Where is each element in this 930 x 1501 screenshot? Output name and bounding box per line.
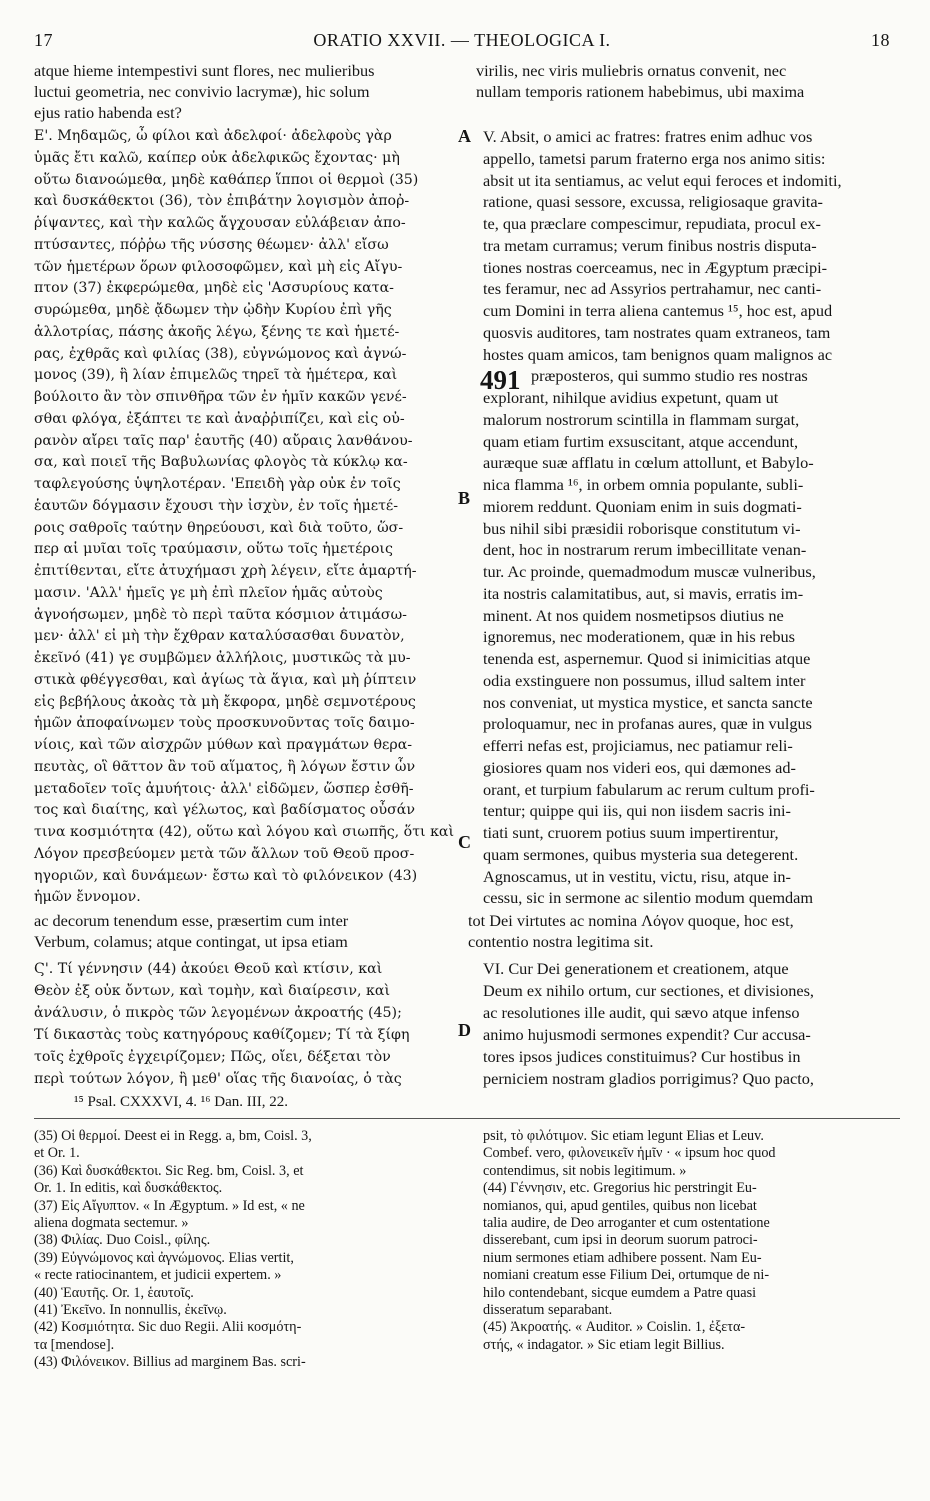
latin-line: proloquamur, nec in profanas aures, quæ in vulgus <box>483 714 812 734</box>
footnote-line: (40) Ἑαυτῆς. Or. 1, ἑαυτοῖς. <box>34 1284 194 1301</box>
text-line: contentio nostra legitima sit. <box>468 932 654 952</box>
greek-line: ἑαυτῶν δόγμασιν ἔχουσι τὴν ἰσχὺν, ἐν τοῖς ἡμετέ- <box>34 497 399 514</box>
footnote-line: nium sermones etiam adhibere possent. Nam Eu- <box>483 1249 762 1266</box>
latin-line: malorum nostrorum scintilla in flammam surgat, <box>483 409 800 429</box>
latin-line: tes feramur, nec ad Assyrios pertrahamur, nec canti- <box>483 279 822 299</box>
greek-line: περ αἱ μυῖαι τοῖς τραύμασιν, οὕτω τοῖς ἡμετέροις <box>34 541 393 558</box>
greek-line: ἐπιτίθενται, εἴτε ἀτυχήμασι χρὴ λέγειν, εἴτε ἁμαρτή- <box>34 563 417 579</box>
latin-line: quam sermones, quibus mysteria sua detegerent. <box>483 844 799 864</box>
latin-line: absit ut ita sentiamus, ac velut equi feroces et indomiti, <box>483 170 842 190</box>
margin-letter-c: C <box>458 832 471 852</box>
latin-line: tiones nostras coerceamus, nec in Ægyptum præcipi- <box>483 257 828 277</box>
latin-line: tores ipsos judices constituimus? Cur hostibus in <box>483 1047 801 1066</box>
latin-column-2 <box>483 958 903 1090</box>
footnote-line: hilo contendebant, sicque eumdem a Patre quasi <box>483 1284 757 1301</box>
greek-line: σθαι φλόγα, ἐξάπτει τε καὶ ἀναῤῥιπίζει, καὶ εἰς οὐ- <box>34 410 405 427</box>
footnote-line: (44) Γέννησιν, etc. Gregorius hic perstringit Eu- <box>483 1180 757 1197</box>
text-line: nullam temporis rationem habebimus, ubi maxima <box>476 82 805 102</box>
footnote-line: (38) Φιλίας. Duo Coisl., φίλης. <box>34 1232 211 1249</box>
footnote-line: (35) Οἱ θερμοί. Deest ei in Regg. a, bm, Coisl. 3, <box>34 1128 312 1144</box>
footnote-line: (43) Φιλόνεικον. Billius ad marginem Bas. scri- <box>34 1354 306 1371</box>
footnote-line: (39) Εὐγνώμονος καὶ ἀγνώμονος. Elias vertit, <box>34 1249 294 1266</box>
footnote-line: (42) Κοσμιότητα. Sic duo Regii. Alii κοσμότη- <box>34 1319 302 1336</box>
greek-line: ἀγνοήσωμεν, μηδὲ τὸ περὶ ταῦτα κόσμιον ἀτιμάσω- <box>34 606 407 623</box>
latin-line: VI. Cur Dei generationem et creationem, atque <box>483 959 789 978</box>
latin-line: cum Domini in terra aliena cantemus ¹⁵, hoc est, apud <box>483 301 833 320</box>
text-line: atque hieme intempestivi sunt flores, nec mulieribus <box>34 61 375 80</box>
greek-line: πτον (37) ἐκφερώμεθα, μηδὲ εἰς 'Ασσυρίους κατα- <box>34 280 394 297</box>
latin-line: Deum ex nihilo ortum, cur sectiones, et divisiones, <box>483 981 814 1000</box>
latin-line: minent. At nos quidem nosmetipsos diutius ne <box>483 605 784 625</box>
latin-line: Agnoscamus, ut in vestitu, victu, risu, atque in- <box>483 866 791 886</box>
greek-line: μεταδοῖεν τοῖς ἀμυήτοις· ἀλλ' εἰδῶμεν, ὥσπερ ἐσθῆ- <box>34 780 414 797</box>
footnote-line: nomiani creatum esse Filium Dei, ortumque de ni- <box>483 1267 770 1284</box>
scripture-references <box>74 1092 288 1113</box>
footnotes-right <box>483 1128 903 1354</box>
latin-column <box>483 126 903 909</box>
greek-line: ταφλεγούσης ὑψηλοτέραν. 'Επειδὴ γὰρ οὐκ ἐν τοῖς <box>34 476 401 492</box>
greek-column <box>34 126 454 909</box>
greek-line: βούλοιτο ἂν τὸν σπινθῆρα τῶν ἐν ἡμῖν κακῶν γενέ- <box>34 389 407 405</box>
latin-line: perniciem nostram gladios porrigimus? Quo pacto, <box>483 1069 814 1088</box>
greek-line: πευτὰς, οἳ θᾶττον ἂν τοῦ αἵματος, ἢ λόγων ἔστιν ὧν <box>34 758 416 775</box>
notes-divider <box>34 1118 900 1119</box>
greek-line: ῥίψαντες, καὶ τὴν καλῶς ἄγχουσαν εὐλάβειαν ἀπο- <box>34 215 406 231</box>
footnote-line: talia audire, de Deo arroganter et cum ostentatione <box>483 1215 770 1232</box>
greek-line: μασιν. 'Αλλ' ἡμεῖς γε μὴ ἐπὶ πλεῖον ἡμᾶς αὐτοὺς <box>34 584 383 601</box>
text-line: luctui geometria, nec convivio lacrymæ), hic solum <box>34 82 370 102</box>
latin-line: tenenda est, aspernemur. Quod si inimicitias atque <box>483 649 811 668</box>
greek-line: τινα κοσμιότητα (42), οὕτω καὶ λόγου καὶ σιωπῆς, ὅτι καὶ <box>34 824 455 840</box>
latin-line: giosiores quam nos videri eos, qui dæmones ad- <box>483 757 796 777</box>
footnote-line: (37) Εἰς Αἴγυπτον. « In Ægyptum. » Id est, « ne <box>34 1197 305 1214</box>
margin-letter-b: B <box>458 488 471 508</box>
greek-line: καὶ δυσκάθεκτοι (36), τὸν ἐπιβάτην λογισμὸν ἀποῤ- <box>34 193 410 210</box>
latin-line: ita nostris calamitatibus, aut, si mavis, erratis im- <box>483 583 804 603</box>
latin-line: quosvis auditores, tam nostrates quam extraneos, tam <box>483 322 831 342</box>
greek-line: ἡμῶν ἀποφαίνωμεν τοὺς προσκυνοῦντας τοῖς δαιμο- <box>34 715 415 732</box>
top-right-text <box>476 60 896 102</box>
greek-column-2 <box>34 958 454 1090</box>
mid-left-text <box>34 910 470 952</box>
greek-line: Ϛ'. Τί γέννησιν (44) ἀκούει Θεοῦ καὶ κτίσιν, καὶ <box>34 961 383 977</box>
latin-line: nos conveniat, ut mystica mystice, et sancta sancte <box>483 692 813 712</box>
latin-line: tentur; quippe qui iis, qui non iisdem sacris ini- <box>483 801 791 821</box>
footnote-line: contendimus, sit nobis legitimum. » <box>483 1162 687 1179</box>
text-line: ¹⁵ Psal. CXXXVI, 4. ¹⁶ Dan. III, 22. <box>74 1094 289 1110</box>
latin-line: nica flamma ¹⁶, in orbem omnia populante, subli- <box>483 475 804 494</box>
text-line: Verbum, colamus; atque contingat, ut ipsa etiam <box>34 932 348 952</box>
greek-line: ἐκεῖνό (41) γε συμβῶμεν ἀλλήλοις, μυστικῶς τὰ μυ- <box>34 650 411 666</box>
greek-line: ἡμῶν ἔννομον. <box>34 889 141 906</box>
page-header <box>34 30 890 56</box>
greek-line: περὶ τούτων λόγον, ἢ μεθ' οἵας τῆς διανοίας, ὁ τὰς <box>34 1071 402 1087</box>
page-number-left: 17 <box>34 30 53 50</box>
greek-line: συρώμεθα, μηδὲ ᾄδωμεν τὴν ᾠδὴν Κυρίου ἐπὶ γῆς <box>34 302 392 318</box>
latin-line: explorant, nihilque avidius expetunt, quam ut <box>483 388 779 407</box>
running-title: ORATIO XXVII. — THEOLOGICA I. <box>313 30 611 50</box>
greek-line: ροις σαθροῖς ταύτην θηρεύουσι, καὶ διὰ τοῦτο, ὥσ- <box>34 519 404 536</box>
footnotes-left <box>34 1128 454 1372</box>
latin-line: tra metam curramus; verum finibus nostris disputa- <box>483 235 817 255</box>
greek-line: σα, καὶ ποιεῖ τῆς Βαβυλωνίας φλογὸς τὰ κύκλῳ κα- <box>34 454 408 471</box>
page-number-right: 18 <box>871 30 890 50</box>
greek-line: ἀνάλυσιν, ὁ πικρὸς τῶν λεγομένων ἀκροατής (45); <box>34 1005 402 1021</box>
latin-line: ratione, quasi sessore, excussa, religiosaque gravita- <box>483 192 823 212</box>
footnote-line: Combef. vero, φιλονεικεῖν ἡμῖν · « ipsum hoc quod <box>483 1145 776 1162</box>
greek-line: μονος (39), ἣ λίαν ἐπιμελῶς τηρεῖ τὰ ἡμέτερα, καὶ <box>34 367 398 384</box>
footnote-line: « recte ratiocinantem, et judicii expertem. » <box>34 1267 282 1284</box>
greek-line: τοῖς ἐχθροῖς ἐγχειρίζομεν; Πῶς, οἴει, δέξεται τὸν <box>34 1049 391 1065</box>
footnote-line: Or. 1. In editis, καὶ δυσκάθεκτος. <box>34 1180 223 1197</box>
latin-line: tur. Ac proinde, quemadmodum muscæ vulneribus, <box>483 562 816 581</box>
greek-line: εἰς βεβήλους ἀκοὰς τὰ μὴ ἔκφορα, μηδὲ σεμνοτέρους <box>34 693 416 710</box>
latin-line: tiati sunt, cruorem potius suum impertirentur, <box>483 823 779 842</box>
footnote-line: στής, « indagator. » Sic etiam legit Billius. <box>483 1336 725 1353</box>
top-left-text <box>34 60 470 124</box>
greek-line: οὕτω διανοώμεθα, μηδὲ καθάπερ ἵπποι οἱ θερμοὶ (35) <box>34 171 419 188</box>
latin-line: cessu, sic in sermone ac silentio modum quemdam <box>483 888 814 908</box>
latin-line: orant, et turpium fabularum ac rerum cultum profi- <box>483 779 815 799</box>
latin-line: miorem reddunt. Quoniam enim in suis dogmati- <box>483 496 802 516</box>
footnote-line: disserebant, cum ipsi in deorum suorum patroci- <box>483 1232 758 1249</box>
greek-line: ἀλλοτρίας, πάσης ἀκοῆς λέγω, ξένης τε καὶ ἡμετέ- <box>34 323 400 340</box>
latin-line: V. Absit, o amici ac fratres: fratres enim adhuc vos <box>483 127 813 146</box>
footnote-line: psit, τὸ φιλότιμον. Sic etiam legunt Elias et Leuv. <box>483 1128 764 1144</box>
latin-line: ignoremus, nec moderationem, quæ in his rebus <box>483 627 795 647</box>
footnote-line: (45) Ἀκροατής. « Auditor. » Coislin. 1, ἐξετα- <box>483 1319 746 1336</box>
greek-line: ρας, ἐχθρᾶς καὶ φιλίας (38), εὐγνώμονος καὶ ἀγνώ- <box>34 345 407 362</box>
latin-line: bus nihil sibi præsidii roborisque constitutum vi- <box>483 518 801 538</box>
latin-line: dent, hoc in nostrarum rerum imbecillitate venan- <box>483 540 807 560</box>
latin-line: appello, tametsi parum fraterno erga nos animo sitis: <box>483 148 826 168</box>
latin-line: ac resolutiones ille audit, qui sævo atque infenso <box>483 1003 800 1022</box>
column-number: 491 <box>480 365 521 395</box>
greek-line: Λόγον πρεσβεύομεν μετὰ τῶν ἄλλων τοῦ Θεοῦ προσ- <box>34 845 415 862</box>
footnote-line: aliena dogmata sectemur. » <box>34 1215 189 1232</box>
latin-line: efferri nefas est, projiciamus, nec patiamur reli- <box>483 736 793 755</box>
greek-line: Θεὸν ἐξ οὐκ ὄντων, καὶ τομὴν, καὶ διαίρεσιν, καὶ <box>34 983 391 999</box>
greek-line: ὑμᾶς ἔτι καλῶ, καίπερ οὐκ ἀδελφικῶς ἔχοντας· μὴ <box>34 149 400 166</box>
latin-line: auræque suæ afflatu in cœlum attollunt, et Babylo- <box>483 453 814 473</box>
footnote-line: nomianos, qui, apud gentiles, quibus non licebat <box>483 1197 757 1214</box>
text-line: ejus ratio habenda est? <box>34 103 182 123</box>
greek-line: μεν· ἀλλ' εἰ μὴ τὴν ἔχθραν καταλύσασθαι δυνατὸν, <box>34 628 405 645</box>
greek-line: νίοις, καὶ τῶν αἰσχρῶν μύθων καὶ πραγμάτων θερα- <box>34 737 413 753</box>
greek-line: πτύσαντες, πόῤῥω τῆς νύσσης θέωμεν· ἀλλ' εἴσω <box>34 236 389 253</box>
greek-line: ρανὸν αἴρει ταῖς παρ' ἑαυτῆς (40) αὔραις λανθάνου- <box>34 432 413 449</box>
margin-letter-a: A <box>458 126 471 146</box>
mid-right-text <box>468 910 898 952</box>
margin-letter-d: D <box>458 1020 471 1040</box>
footnote-line: disseratum separabant. <box>483 1302 613 1319</box>
footnote-line: (41) Ἐκεῖνο. In nonnullis, ἐκεῖνῳ. <box>34 1302 227 1319</box>
latin-line: præposteros, qui summo studio res nostras <box>531 366 808 386</box>
latin-line: quam etiam furtim exsuscitant, atque accendunt, <box>483 431 799 451</box>
greek-line: τῶν ἡμετέρων ὅρων φιλοσοφῶμεν, καὶ μὴ εἰς Αἴγυ- <box>34 258 403 275</box>
latin-line: hostes quam amicos, tam benignos quam malignos ac <box>483 344 833 364</box>
greek-line: Τί δικαστὰς τοὺς κατηγόρους καθίζομεν; Τί τὰ ξίφη <box>34 1027 410 1043</box>
text-line: virilis, nec viris muliebris ornatus convenit, nec <box>476 61 787 80</box>
latin-line: odia exstinguere non possumus, illud saltem inter <box>483 670 806 690</box>
footnote-line: (36) Καὶ δυσκάθεκτοι. Sic Reg. bm, Coisl. 3, et <box>34 1162 304 1179</box>
greek-line: τος καὶ διαίτης, καὶ γέλωτος, καὶ βαδίσματος οὖσάν <box>34 802 415 819</box>
text-line: ac decorum tenendum esse, præsertim cum inter <box>34 911 349 930</box>
greek-line: ηγοριῶν, καὶ δυνάμεων· ἔστω καὶ τὸ φιλόνεικον (43) <box>34 867 418 884</box>
greek-line: Ε'. Μηδαμῶς, ὦ φίλοι καὶ ἀδελφοί· ἀδελφοὺς γὰρ <box>34 128 392 144</box>
text-line: tot Dei virtutes ac nomina Λόγον quoque, hoc est, <box>468 911 794 930</box>
footnote-line: et Or. 1. <box>34 1145 80 1162</box>
greek-line: στικὰ φθέγγεσθαι, καὶ ἁγίως τὰ ἅγια, καὶ μὴ ῥίπτειν <box>34 671 417 688</box>
latin-line: te, qua præclare compescimur, repudiata, procul ex- <box>483 214 821 233</box>
footnote-line: τα [mendose]. <box>34 1336 115 1353</box>
latin-line: animo hujusmodi sermones expendit? Cur accusa- <box>483 1025 811 1044</box>
